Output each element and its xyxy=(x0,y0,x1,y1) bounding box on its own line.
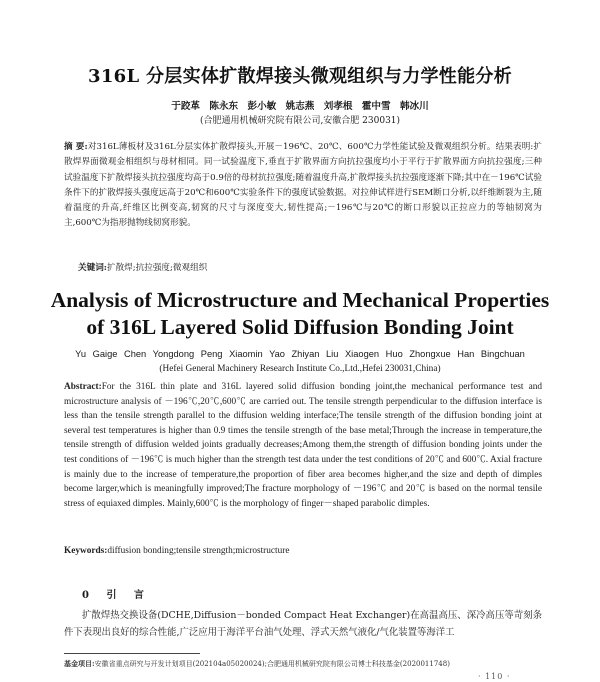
chinese-authors: 于跤革 陈永东 彭小敏 姚志燕 刘孝根 霍中雪 韩冰川 xyxy=(171,101,429,112)
english-keywords xyxy=(64,546,542,556)
chinese-abstract-text: 对316L薄板材及316L分层实体扩散焊接头,开展－196℃、20℃、600℃力学性能试验及微观组织分析。结果表明:扩散焊界面微观金相组织与母材相同。同一试验温度下,垂直于扩散界面方向抗拉强度均小于平行于扩散界面方向抗拉强度;三种试验温度下扩散焊接头抗拉强度均高于0.9倍的母材抗拉强度;随着温度升高,扩散焊接头抗拉强度逐渐下降;其中在－196℃试验条件下的扩散焊接头强度远高于20℃和600℃实验条件下的强度试验数据。对拉伸试样进行SEM断口分析,以纤维断裂为主,随着温度的升高,纤维区比例变高,韧窝的尺寸与深度变大,韧性提高;－196℃与20℃的断口形貌以正拉应力的等轴韧窝为主,600℃为指形抛物线韧窝形貌。 xyxy=(64,142,542,229)
funding-footnote xyxy=(64,659,542,669)
english-title xyxy=(0,287,600,341)
english-authors: Yu Gaige Chen Yongdong Peng Xiaomin Yao Zhiyan Liu Xiaogen Huo Zhongxue Han Bingchuan xyxy=(75,349,525,359)
chinese-affiliation: (合肥通用机械研究院有限公司,安徽合肥 230031) xyxy=(199,116,401,126)
chinese-title: 316L 分层实体扩散焊接头微观组织与力学性能分析 xyxy=(88,66,512,87)
footnote-divider xyxy=(64,653,200,654)
page-number: · 110 · xyxy=(478,672,511,681)
english-affiliation: (Hefei General Machinery Research Institute Co.,Ltd.,Hefei 230031,China) xyxy=(159,364,441,374)
funding-label: 基金项目: xyxy=(64,659,95,668)
introduction-paragraph: 扩散焊热交换设备(DCHE,Diffusion－bonded Compact Heat Exchanger)在高温高压、深冷高压等苛刻条件下表现出良好的综合性能,广泛应用于海洋平台油气处理、浮式天然气液化/气化装置等海洋工 xyxy=(64,610,542,638)
english-abstract xyxy=(64,380,542,511)
english-abstract-text: For the 316L thin plate and 316L layered solid diffusion bonding joint,the mechanical performance test and microstructure analysis of －196℃,20℃,600℃ are carried out. The tensile strength perpendicular to the diffusion interface is less than the tensile strength parallel to the diffusion welding interface;The tensile strength of the diffusion bonding joint at several test temperatures is higher than 0.9 times the tensile strength of the base metal;Through the increase in temperature,the tensile strength of diffusion welded joints gradually decreases;Among them,the strength of diffusion bonding joints under the test conditions of －196℃ is much higher than the strength test data under the test conditions of 20℃ and 600℃. Axial fracture is mainly due to the increase of temperature,the proportion of fiber area becomes higher,and the size and depth of dimples become larger,which is meaningfully improved;The fracture morphology of －196℃ and 20℃ is based on the normal tensile stress of equiaxed dimples. Mainly,600℃ is the morphology of finger－shaped parabolic dimples. xyxy=(64,382,542,509)
english-title-line-2: of 316L Layered Solid Diffusion Bonding Joint xyxy=(86,315,514,339)
english-keywords-text: diffusion bonding;tensile strength;microstructure xyxy=(107,546,290,556)
chinese-keywords-text: 扩散焊;抗拉强度;微观组织 xyxy=(106,263,208,273)
chinese-abstract xyxy=(64,140,542,232)
section-heading xyxy=(82,586,144,601)
english-keywords-label: Keywords: xyxy=(64,546,108,556)
chinese-abstract-label: 摘 要: xyxy=(64,142,88,152)
chinese-keywords xyxy=(78,261,538,273)
english-abstract-label: Abstract: xyxy=(64,382,102,392)
english-title-line-1: Analysis of Microstructure and Mechanical Properties xyxy=(50,288,550,312)
chinese-keywords-label: 关键词: xyxy=(78,263,107,273)
section-title: 引 言 xyxy=(106,590,144,601)
funding-text: 安徽省重点研究与开发计划项目(202104a05020024);合肥通用机械研究院有限公司博士科技基金(2020011748) xyxy=(94,660,450,668)
section-number: 0 xyxy=(82,590,89,601)
